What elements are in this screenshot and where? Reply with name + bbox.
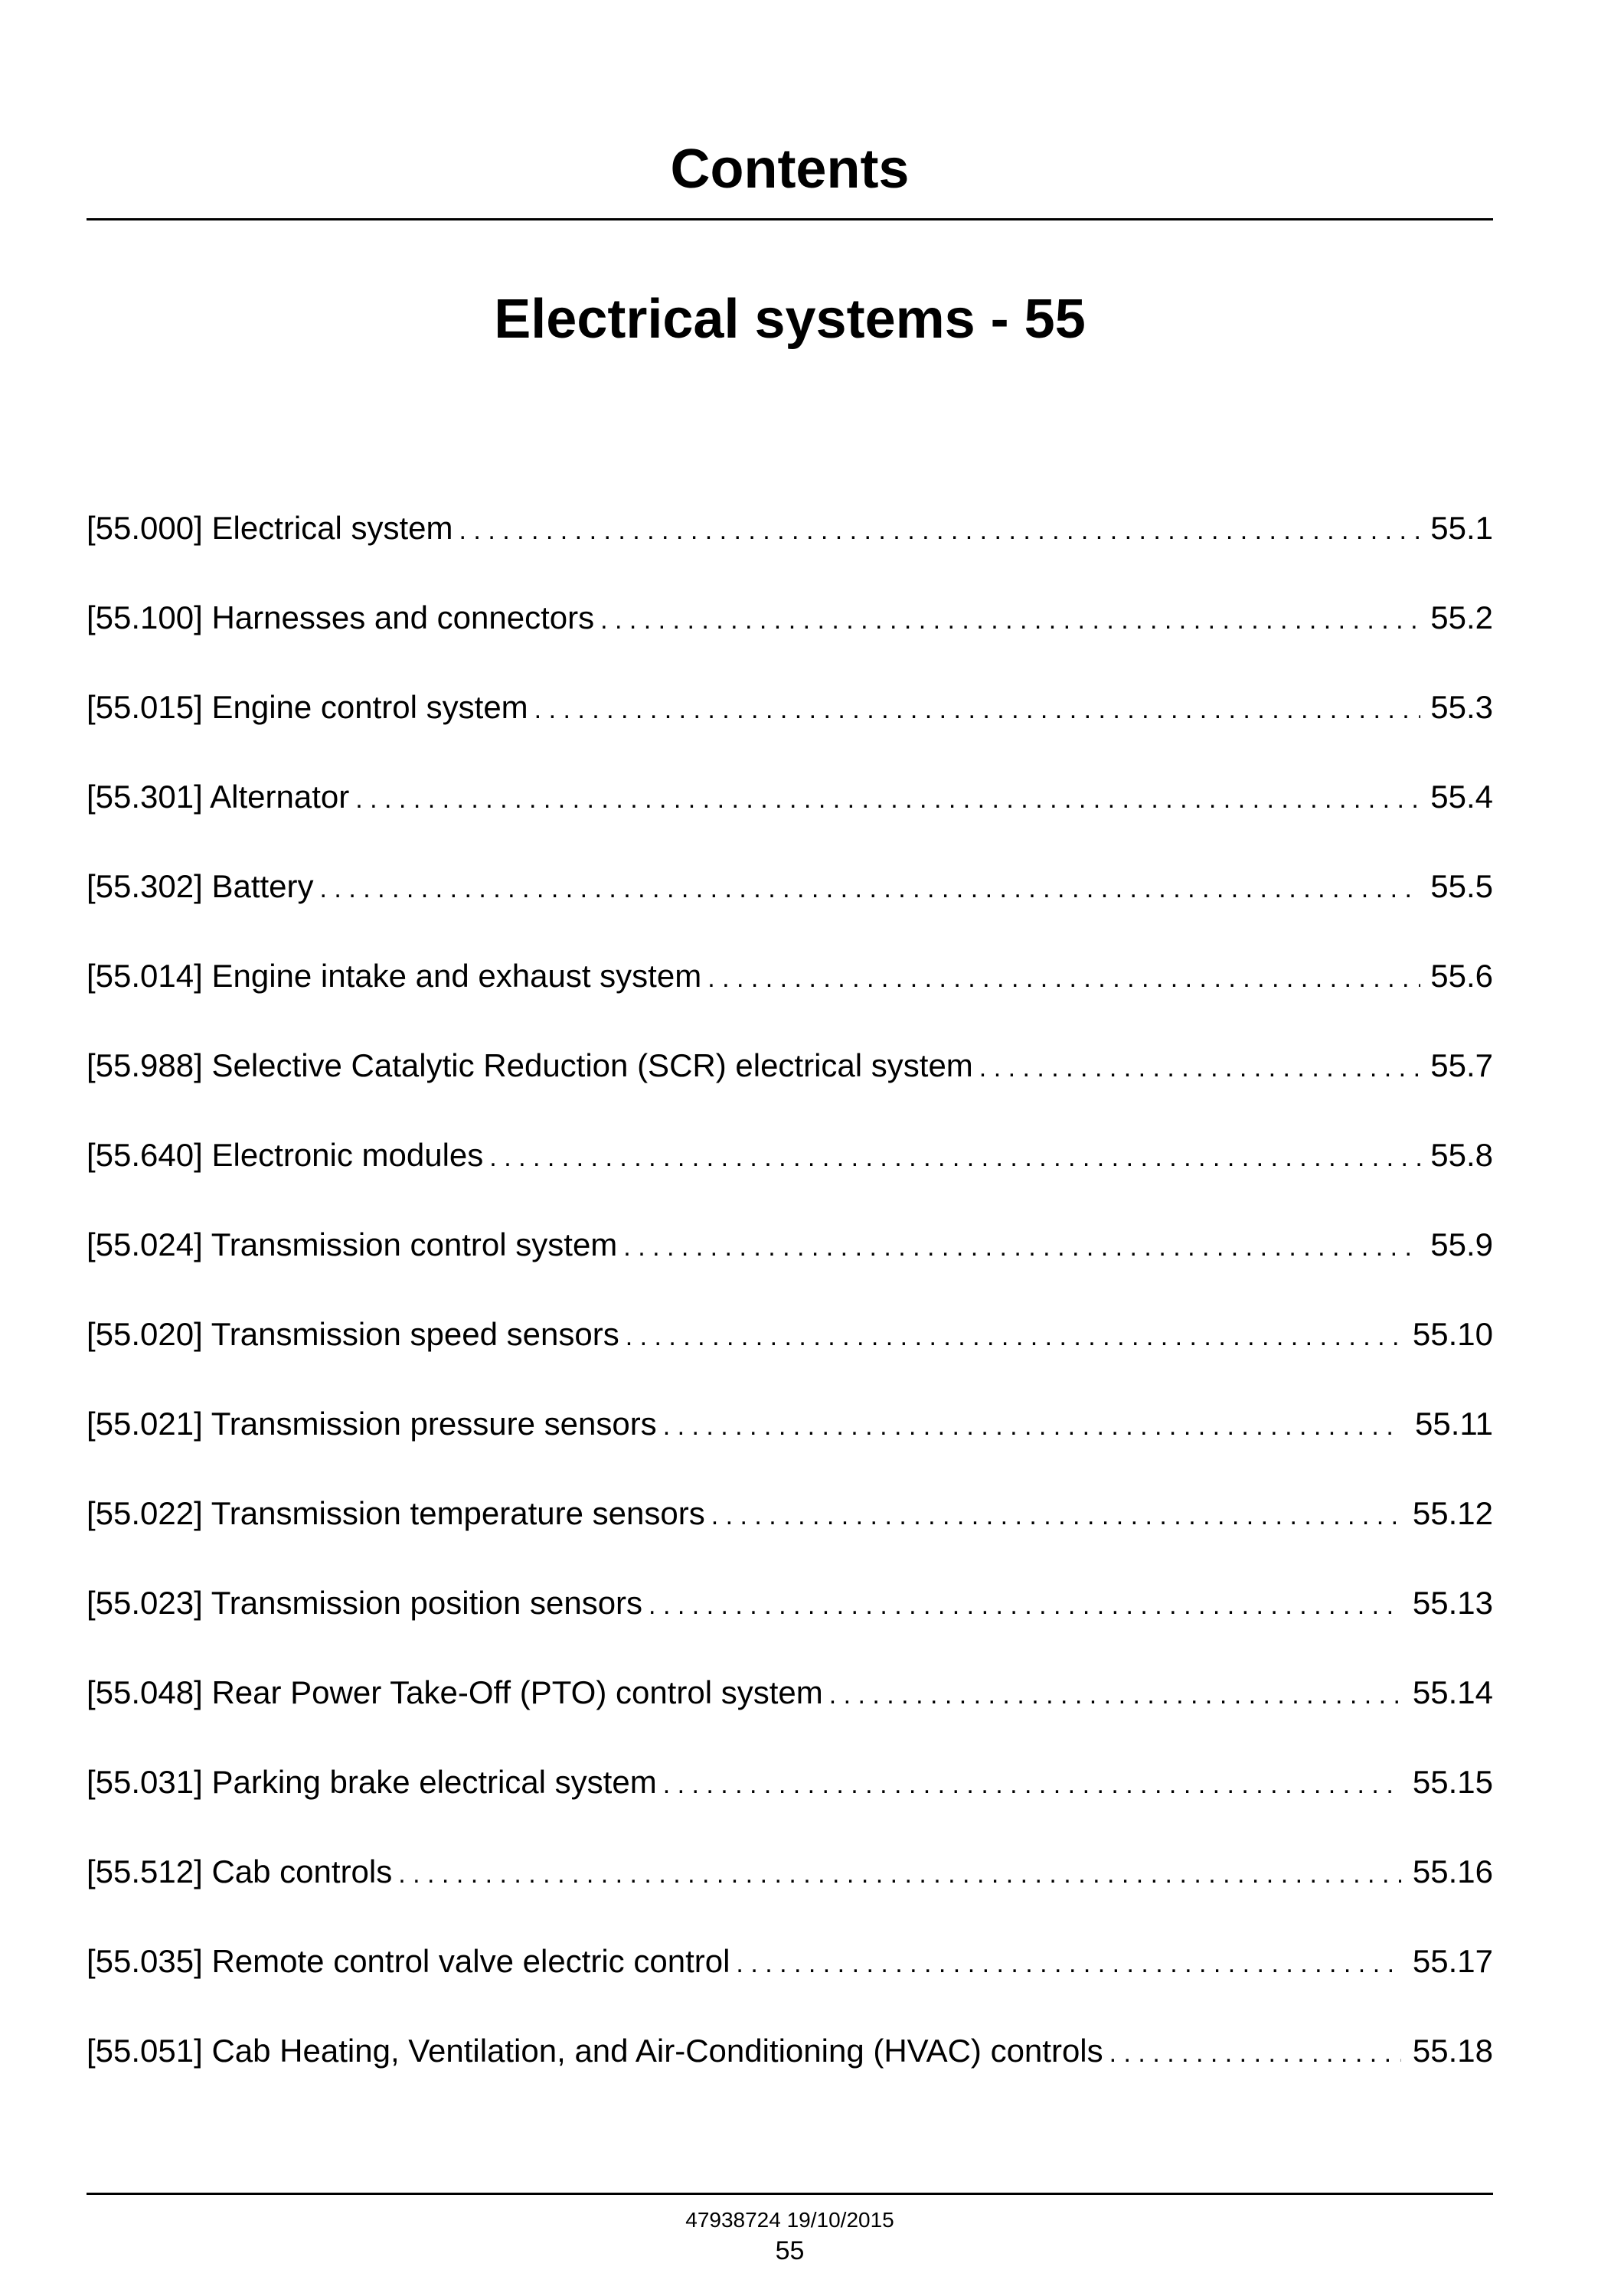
- toc-entry-page: 55.17: [1412, 1943, 1493, 1979]
- toc-dot-leader: [398, 1847, 1401, 1902]
- toc-entry-title: [55.015] Engine control system: [87, 689, 528, 725]
- section-title: Electrical systems - 55: [494, 289, 1086, 350]
- document-code: 47938724 19/10/2015: [685, 2208, 894, 2232]
- toc-entry-page: 55.10: [1412, 1316, 1493, 1352]
- toc-row: [87, 680, 1493, 769]
- toc-entry-page: 55.2: [1430, 599, 1493, 635]
- toc-entry-title: [55.021] Transmission pressure sensors: [87, 1406, 657, 1442]
- toc-dot-leader: [663, 1757, 1401, 1812]
- toc-row: [87, 2023, 1493, 2113]
- toc-entry-link[interactable]: [87, 1576, 1493, 1633]
- toc-row: [87, 1934, 1493, 2023]
- footer-divider: [87, 2193, 1493, 2195]
- toc-dot-leader: [649, 1578, 1401, 1633]
- toc-entry-page: 55.8: [1430, 1137, 1493, 1173]
- toc-entry-link[interactable]: [87, 1038, 1493, 1096]
- page-title: Contents: [670, 139, 910, 200]
- toc-dot-leader: [355, 772, 1420, 827]
- toc-dot-leader: [623, 1220, 1420, 1275]
- page-number: 55: [775, 2236, 805, 2265]
- toc-entry-page: 55.13: [1412, 1585, 1493, 1621]
- toc-entry-link[interactable]: [87, 859, 1493, 916]
- toc-entry-page: 55.1: [1430, 510, 1493, 546]
- toc-dot-leader: [626, 1309, 1401, 1364]
- toc-dot-leader: [600, 593, 1420, 648]
- toc-row: [87, 1755, 1493, 1844]
- toc-entry-link[interactable]: [87, 949, 1493, 1006]
- toc-dot-leader: [711, 1488, 1401, 1543]
- toc-entry-link[interactable]: [87, 680, 1493, 737]
- toc-row: [87, 590, 1493, 680]
- toc-entry-page: 55.15: [1412, 1764, 1493, 1800]
- toc-entry-link[interactable]: [87, 769, 1493, 827]
- toc-entry-link[interactable]: [87, 1396, 1493, 1454]
- toc-row: [87, 1038, 1493, 1128]
- toc-entry-link[interactable]: [87, 2023, 1493, 2081]
- toc-entry-page: 55.16: [1412, 1853, 1493, 1889]
- toc-entry-link[interactable]: [87, 1934, 1493, 1991]
- toc-entry-title: [55.048] Rear Power Take-Off (PTO) control system: [87, 1674, 823, 1710]
- toc-dot-leader: [489, 1130, 1420, 1185]
- toc-entry-title: [55.512] Cab controls: [87, 1853, 393, 1889]
- toc-entry-link[interactable]: [87, 1217, 1493, 1275]
- toc-entry-title: [55.035] Remote control valve electric control: [87, 1943, 730, 1979]
- toc-row: [87, 1396, 1493, 1486]
- toc-entry-page: 55.12: [1412, 1495, 1493, 1531]
- toc-dot-leader: [979, 1040, 1420, 1096]
- toc-entry-title: [55.022] Transmission temperature sensors: [87, 1495, 705, 1531]
- toc-entry-link[interactable]: [87, 501, 1493, 558]
- toc-entry-page: 55.6: [1430, 958, 1493, 994]
- toc-entry-link[interactable]: [87, 1755, 1493, 1812]
- toc-entry-link[interactable]: [87, 1486, 1493, 1543]
- toc-entry-title: [55.640] Electronic modules: [87, 1137, 484, 1173]
- toc-row: [87, 501, 1493, 590]
- toc-dot-leader: [663, 1399, 1401, 1454]
- toc-entry-link[interactable]: [87, 590, 1493, 648]
- toc-row: [87, 769, 1493, 859]
- toc-row: [87, 1217, 1493, 1307]
- toc-row: [87, 1128, 1493, 1217]
- toc-entry-title: [55.020] Transmission speed sensors: [87, 1316, 619, 1352]
- toc-row: [87, 1486, 1493, 1576]
- toc-row: [87, 859, 1493, 949]
- toc-row: [87, 1665, 1493, 1755]
- toc-entry-link[interactable]: [87, 1128, 1493, 1185]
- toc-entry-page: 55.18: [1412, 2033, 1493, 2069]
- toc-row: [87, 1844, 1493, 1934]
- toc-entry-title: [55.988] Selective Catalytic Reduction (SCR) electrical system: [87, 1047, 973, 1083]
- toc-entry-title: [55.302] Battery: [87, 868, 314, 904]
- toc-dot-leader: [829, 1667, 1401, 1723]
- toc-entry-link[interactable]: [87, 1665, 1493, 1723]
- toc-entry-page: 55.14: [1412, 1674, 1493, 1710]
- toc-entry-title: [55.100] Harnesses and connectors: [87, 599, 595, 635]
- toc-entry-title: [55.301] Alternator: [87, 779, 350, 815]
- toc-entry-title: [55.014] Engine intake and exhaust system: [87, 958, 702, 994]
- title-divider: [87, 218, 1493, 220]
- toc-dot-leader: [459, 503, 1420, 558]
- toc-entry-title: [55.023] Transmission position sensors: [87, 1585, 643, 1621]
- toc-dot-leader: [320, 861, 1420, 916]
- toc-row: [87, 1307, 1493, 1396]
- toc-dot-leader: [707, 951, 1420, 1006]
- toc-entry-link[interactable]: [87, 1844, 1493, 1902]
- toc-entry-title: [55.000] Electrical system: [87, 510, 453, 546]
- toc-entry-page: 55.3: [1430, 689, 1493, 725]
- toc-row: [87, 1576, 1493, 1665]
- toc-entry-page: 55.7: [1430, 1047, 1493, 1083]
- toc-entry-title: [55.031] Parking brake electrical system: [87, 1764, 657, 1800]
- toc-entry-page: 55.5: [1430, 868, 1493, 904]
- table-of-contents: [87, 501, 1493, 2113]
- toc-entry-title: [55.051] Cab Heating, Ventilation, and Air-Conditioning (HVAC) controls: [87, 2033, 1103, 2069]
- toc-entry-page: 55.11: [1415, 1406, 1493, 1442]
- toc-dot-leader: [736, 1936, 1401, 1991]
- toc-dot-leader: [534, 682, 1420, 737]
- toc-dot-leader: [1109, 2026, 1401, 2081]
- toc-entry-title: [55.024] Transmission control system: [87, 1226, 618, 1262]
- toc-entry-link[interactable]: [87, 1307, 1493, 1364]
- toc-entry-page: 55.9: [1430, 1226, 1493, 1262]
- toc-row: [87, 949, 1493, 1038]
- toc-entry-page: 55.4: [1430, 779, 1493, 815]
